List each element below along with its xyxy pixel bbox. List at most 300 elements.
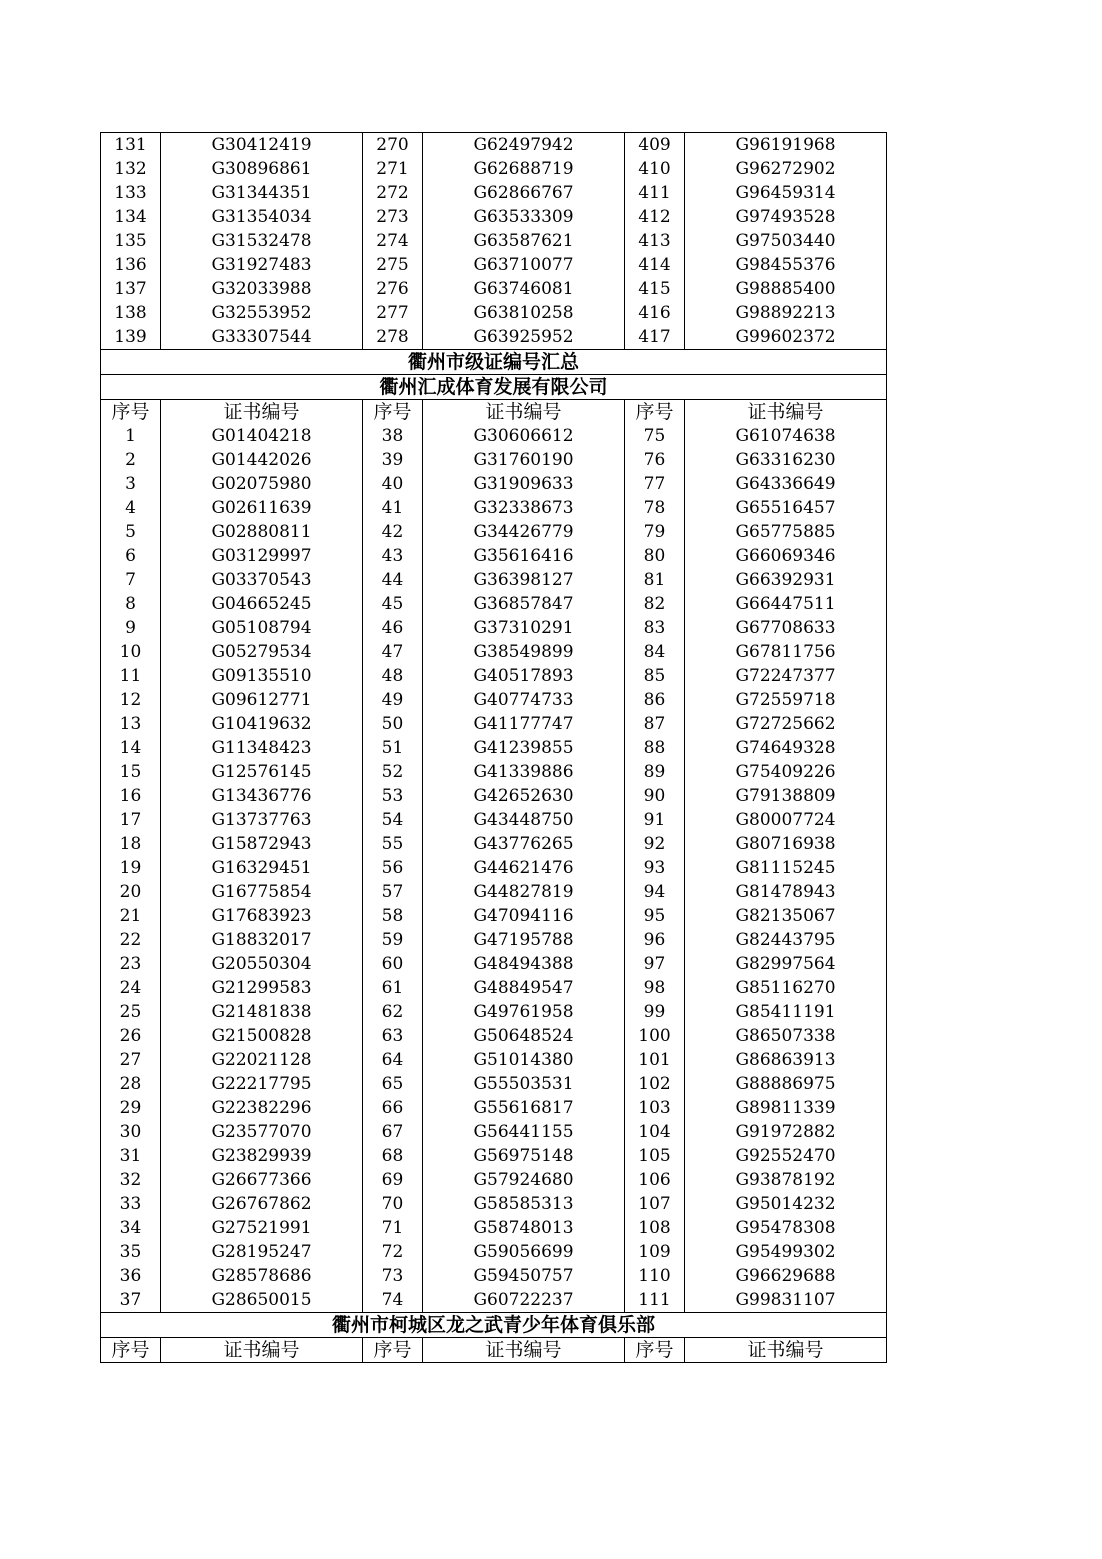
seq-cell: 84 [625, 640, 685, 664]
column-header-row [101, 1338, 887, 1363]
cert-number-cell: G02880811 [161, 520, 363, 544]
cert-number-cell: G85411191 [685, 1000, 887, 1024]
seq-cell: 136 [101, 253, 161, 277]
table-row [101, 424, 887, 448]
seq-cell: 87 [625, 712, 685, 736]
section1-title: 衢州汇成体育发展有限公司 [101, 375, 887, 400]
table-row [101, 736, 887, 760]
seq-cell: 43 [363, 544, 423, 568]
seq-cell: 19 [101, 856, 161, 880]
seq-cell: 27 [101, 1048, 161, 1072]
cert-number-cell: G31909633 [423, 472, 625, 496]
cert-number-cell: G65775885 [685, 520, 887, 544]
cert-number-cell: G74649328 [685, 736, 887, 760]
table-row [101, 544, 887, 568]
table-row [101, 1216, 887, 1240]
cert-number-cell: G37310291 [423, 616, 625, 640]
cert-number-cell: G72725662 [685, 712, 887, 736]
seq-cell: 44 [363, 568, 423, 592]
cert-number-cell: G10419632 [161, 712, 363, 736]
seq-header: 序号 [625, 400, 685, 425]
cert-number-cell: G42652630 [423, 784, 625, 808]
table-row [101, 448, 887, 472]
cert-number-cell: G01442026 [161, 448, 363, 472]
cert-number-cell: G99602372 [685, 325, 887, 350]
cert-header: 证书编号 [685, 400, 887, 425]
table-row [101, 880, 887, 904]
cert-number-cell: G02075980 [161, 472, 363, 496]
section2-title-row [101, 1313, 887, 1338]
cert-number-cell: G64336649 [685, 472, 887, 496]
seq-cell: 85 [625, 664, 685, 688]
cert-number-cell: G32338673 [423, 496, 625, 520]
cert-number-cell: G35616416 [423, 544, 625, 568]
seq-cell: 94 [625, 880, 685, 904]
seq-cell: 133 [101, 181, 161, 205]
cert-number-cell: G59450757 [423, 1264, 625, 1288]
seq-cell: 110 [625, 1264, 685, 1288]
seq-cell: 12 [101, 688, 161, 712]
seq-cell: 2 [101, 448, 161, 472]
seq-cell: 100 [625, 1024, 685, 1048]
table-row [101, 1048, 887, 1072]
cert-number-cell: G15872943 [161, 832, 363, 856]
cert-number-cell: G28650015 [161, 1288, 363, 1313]
cert-number-cell: G82135067 [685, 904, 887, 928]
table-row [101, 568, 887, 592]
cert-number-cell: G60722237 [423, 1288, 625, 1313]
cert-number-cell: G16329451 [161, 856, 363, 880]
seq-cell: 60 [363, 952, 423, 976]
seq-cell: 76 [625, 448, 685, 472]
cert-number-cell: G09612771 [161, 688, 363, 712]
seq-cell: 7 [101, 568, 161, 592]
cert-number-cell: G66392931 [685, 568, 887, 592]
seq-cell: 46 [363, 616, 423, 640]
cert-number-cell: G88886975 [685, 1072, 887, 1096]
seq-cell: 275 [363, 253, 423, 277]
cert-header: 证书编号 [161, 1338, 363, 1363]
seq-cell: 57 [363, 880, 423, 904]
cert-number-cell: G32033988 [161, 277, 363, 301]
cert-number-cell: G58585313 [423, 1192, 625, 1216]
cert-number-cell: G31344351 [161, 181, 363, 205]
cert-number-cell: G59056699 [423, 1240, 625, 1264]
seq-cell: 61 [363, 976, 423, 1000]
cert-number-cell: G01404218 [161, 424, 363, 448]
seq-cell: 101 [625, 1048, 685, 1072]
cert-number-cell: G55616817 [423, 1096, 625, 1120]
seq-cell: 92 [625, 832, 685, 856]
seq-cell: 29 [101, 1096, 161, 1120]
seq-cell: 4 [101, 496, 161, 520]
seq-cell: 13 [101, 712, 161, 736]
summary-title: 衢州市级证编号汇总 [101, 350, 887, 375]
cert-number-cell: G23829939 [161, 1144, 363, 1168]
cert-header: 证书编号 [685, 1338, 887, 1363]
cert-header: 证书编号 [423, 1338, 625, 1363]
table-row [101, 1264, 887, 1288]
seq-cell: 51 [363, 736, 423, 760]
table-row [101, 664, 887, 688]
cert-number-cell: G31532478 [161, 229, 363, 253]
table-row [101, 976, 887, 1000]
section2-title: 衢州市柯城区龙之武青少年体育俱乐部 [101, 1313, 887, 1338]
cert-number-cell: G63316230 [685, 448, 887, 472]
cert-number-cell: G79138809 [685, 784, 887, 808]
seq-cell: 56 [363, 856, 423, 880]
table-row [101, 784, 887, 808]
seq-cell: 62 [363, 1000, 423, 1024]
cert-number-cell: G98892213 [685, 301, 887, 325]
cert-number-cell: G21500828 [161, 1024, 363, 1048]
cert-number-cell: G17683923 [161, 904, 363, 928]
cert-number-cell: G41339886 [423, 760, 625, 784]
seq-cell: 93 [625, 856, 685, 880]
seq-cell: 410 [625, 157, 685, 181]
seq-cell: 108 [625, 1216, 685, 1240]
table-row [101, 1120, 887, 1144]
cert-number-cell: G82997564 [685, 952, 887, 976]
table-row [101, 301, 887, 325]
cert-number-cell: G63710077 [423, 253, 625, 277]
cert-number-cell: G66447511 [685, 592, 887, 616]
table-row [101, 133, 887, 158]
cert-number-cell: G11348423 [161, 736, 363, 760]
cert-number-cell: G51014380 [423, 1048, 625, 1072]
cert-number-cell: G23577070 [161, 1120, 363, 1144]
table-row [101, 856, 887, 880]
seq-cell: 98 [625, 976, 685, 1000]
seq-cell: 417 [625, 325, 685, 350]
section1-title-row [101, 375, 887, 400]
seq-cell: 21 [101, 904, 161, 928]
cert-number-cell: G47195788 [423, 928, 625, 952]
table-row [101, 904, 887, 928]
seq-cell: 64 [363, 1048, 423, 1072]
cert-number-cell: G32553952 [161, 301, 363, 325]
cert-number-cell: G22382296 [161, 1096, 363, 1120]
seq-cell: 1 [101, 424, 161, 448]
seq-cell: 90 [625, 784, 685, 808]
table-row [101, 496, 887, 520]
cert-header: 证书编号 [161, 400, 363, 425]
cert-number-cell: G63533309 [423, 205, 625, 229]
seq-cell: 95 [625, 904, 685, 928]
seq-cell: 104 [625, 1120, 685, 1144]
seq-cell: 137 [101, 277, 161, 301]
cert-number-cell: G92552470 [685, 1144, 887, 1168]
cert-number-cell: G03129997 [161, 544, 363, 568]
cert-number-cell: G95499302 [685, 1240, 887, 1264]
seq-cell: 135 [101, 229, 161, 253]
seq-cell: 270 [363, 133, 423, 158]
seq-cell: 66 [363, 1096, 423, 1120]
seq-cell: 412 [625, 205, 685, 229]
seq-cell: 24 [101, 976, 161, 1000]
seq-cell: 103 [625, 1096, 685, 1120]
table-row [101, 1168, 887, 1192]
table-row [101, 1072, 887, 1096]
cert-number-cell: G72559718 [685, 688, 887, 712]
table-row [101, 1192, 887, 1216]
seq-cell: 49 [363, 688, 423, 712]
table-row [101, 616, 887, 640]
cert-number-cell: G82443795 [685, 928, 887, 952]
seq-cell: 16 [101, 784, 161, 808]
cert-number-cell: G86863913 [685, 1048, 887, 1072]
seq-cell: 39 [363, 448, 423, 472]
seq-cell: 45 [363, 592, 423, 616]
cert-number-cell: G05279534 [161, 640, 363, 664]
seq-cell: 73 [363, 1264, 423, 1288]
seq-cell: 107 [625, 1192, 685, 1216]
seq-cell: 58 [363, 904, 423, 928]
seq-cell: 81 [625, 568, 685, 592]
cert-number-cell: G72247377 [685, 664, 887, 688]
cert-number-cell: G05108794 [161, 616, 363, 640]
seq-cell: 409 [625, 133, 685, 158]
seq-cell: 273 [363, 205, 423, 229]
table-row [101, 640, 887, 664]
seq-cell: 70 [363, 1192, 423, 1216]
cert-number-cell: G22217795 [161, 1072, 363, 1096]
seq-cell: 22 [101, 928, 161, 952]
cert-number-cell: G26767862 [161, 1192, 363, 1216]
seq-cell: 50 [363, 712, 423, 736]
cert-number-cell: G96191968 [685, 133, 887, 158]
cert-number-cell: G02611639 [161, 496, 363, 520]
cert-number-cell: G48849547 [423, 976, 625, 1000]
seq-cell: 105 [625, 1144, 685, 1168]
seq-cell: 86 [625, 688, 685, 712]
cert-number-cell: G98885400 [685, 277, 887, 301]
seq-cell: 416 [625, 301, 685, 325]
cert-number-cell: G34426779 [423, 520, 625, 544]
table-row [101, 520, 887, 544]
seq-cell: 102 [625, 1072, 685, 1096]
seq-cell: 111 [625, 1288, 685, 1313]
cert-number-cell: G26677366 [161, 1168, 363, 1192]
seq-cell: 274 [363, 229, 423, 253]
cert-number-cell: G22021128 [161, 1048, 363, 1072]
cert-number-cell: G63587621 [423, 229, 625, 253]
table-row [101, 277, 887, 301]
table-row [101, 229, 887, 253]
table-row [101, 1000, 887, 1024]
seq-cell: 31 [101, 1144, 161, 1168]
table-row [101, 1288, 887, 1313]
cert-number-cell: G96459314 [685, 181, 887, 205]
cert-number-cell: G12576145 [161, 760, 363, 784]
seq-cell: 277 [363, 301, 423, 325]
cert-number-cell: G43448750 [423, 808, 625, 832]
cert-number-cell: G95014232 [685, 1192, 887, 1216]
seq-cell: 75 [625, 424, 685, 448]
table-row [101, 760, 887, 784]
cert-number-cell: G18832017 [161, 928, 363, 952]
cert-number-cell: G91972882 [685, 1120, 887, 1144]
seq-cell: 106 [625, 1168, 685, 1192]
cert-number-cell: G16775854 [161, 880, 363, 904]
certificate-number-sheet [100, 132, 887, 1363]
cert-number-cell: G20550304 [161, 952, 363, 976]
cert-number-cell: G41177747 [423, 712, 625, 736]
seq-cell: 68 [363, 1144, 423, 1168]
seq-cell: 65 [363, 1072, 423, 1096]
cert-number-cell: G31927483 [161, 253, 363, 277]
cert-number-cell: G63925952 [423, 325, 625, 350]
cert-number-cell: G40517893 [423, 664, 625, 688]
table-row [101, 157, 887, 181]
seq-cell: 38 [363, 424, 423, 448]
seq-cell: 9 [101, 616, 161, 640]
seq-cell: 132 [101, 157, 161, 181]
table-row [101, 1096, 887, 1120]
seq-cell: 15 [101, 760, 161, 784]
seq-cell: 25 [101, 1000, 161, 1024]
seq-cell: 6 [101, 544, 161, 568]
seq-cell: 413 [625, 229, 685, 253]
cert-number-cell: G38549899 [423, 640, 625, 664]
seq-cell: 23 [101, 952, 161, 976]
cert-number-cell: G80716938 [685, 832, 887, 856]
seq-header: 序号 [101, 1338, 161, 1363]
table-row [101, 808, 887, 832]
table-row [101, 205, 887, 229]
cert-number-cell: G65516457 [685, 496, 887, 520]
table-row [101, 928, 887, 952]
table-row [101, 1240, 887, 1264]
column-header-row [101, 400, 887, 425]
seq-header: 序号 [363, 400, 423, 425]
cert-number-cell: G33307544 [161, 325, 363, 350]
seq-cell: 82 [625, 592, 685, 616]
cert-number-cell: G30606612 [423, 424, 625, 448]
cert-header: 证书编号 [423, 400, 625, 425]
cert-number-cell: G81478943 [685, 880, 887, 904]
table-row [101, 832, 887, 856]
seq-cell: 42 [363, 520, 423, 544]
table-row [101, 325, 887, 350]
cert-number-cell: G50648524 [423, 1024, 625, 1048]
seq-cell: 89 [625, 760, 685, 784]
seq-cell: 32 [101, 1168, 161, 1192]
cert-number-cell: G97493528 [685, 205, 887, 229]
seq-cell: 63 [363, 1024, 423, 1048]
cert-number-cell: G31760190 [423, 448, 625, 472]
seq-cell: 80 [625, 544, 685, 568]
seq-cell: 411 [625, 181, 685, 205]
cert-number-cell: G95478308 [685, 1216, 887, 1240]
cert-number-cell: G62497942 [423, 133, 625, 158]
cert-number-cell: G89811339 [685, 1096, 887, 1120]
cert-number-cell: G36398127 [423, 568, 625, 592]
cert-number-cell: G28578686 [161, 1264, 363, 1288]
cert-number-cell: G47094116 [423, 904, 625, 928]
seq-cell: 276 [363, 277, 423, 301]
table-row [101, 712, 887, 736]
cert-number-cell: G21481838 [161, 1000, 363, 1024]
seq-header: 序号 [101, 400, 161, 425]
cert-number-cell: G40774733 [423, 688, 625, 712]
seq-cell: 109 [625, 1240, 685, 1264]
cert-number-cell: G62688719 [423, 157, 625, 181]
cert-number-cell: G13737763 [161, 808, 363, 832]
seq-cell: 47 [363, 640, 423, 664]
seq-cell: 78 [625, 496, 685, 520]
seq-cell: 71 [363, 1216, 423, 1240]
seq-cell: 3 [101, 472, 161, 496]
cert-number-cell: G30412419 [161, 133, 363, 158]
seq-cell: 59 [363, 928, 423, 952]
seq-cell: 91 [625, 808, 685, 832]
seq-cell: 11 [101, 664, 161, 688]
seq-cell: 8 [101, 592, 161, 616]
cert-number-cell: G27521991 [161, 1216, 363, 1240]
cert-number-cell: G49761958 [423, 1000, 625, 1024]
seq-cell: 33 [101, 1192, 161, 1216]
seq-cell: 139 [101, 325, 161, 350]
seq-cell: 20 [101, 880, 161, 904]
cert-number-cell: G97503440 [685, 229, 887, 253]
cert-number-cell: G56975148 [423, 1144, 625, 1168]
cert-number-cell: G86507338 [685, 1024, 887, 1048]
cert-number-cell: G56441155 [423, 1120, 625, 1144]
seq-cell: 69 [363, 1168, 423, 1192]
cert-number-cell: G63810258 [423, 301, 625, 325]
cert-number-cell: G81115245 [685, 856, 887, 880]
cert-number-cell: G04665245 [161, 592, 363, 616]
seq-cell: 131 [101, 133, 161, 158]
seq-cell: 83 [625, 616, 685, 640]
seq-cell: 52 [363, 760, 423, 784]
cert-number-cell: G43776265 [423, 832, 625, 856]
seq-cell: 138 [101, 301, 161, 325]
seq-cell: 37 [101, 1288, 161, 1313]
seq-cell: 97 [625, 952, 685, 976]
seq-cell: 34 [101, 1216, 161, 1240]
cert-number-cell: G28195247 [161, 1240, 363, 1264]
seq-cell: 36 [101, 1264, 161, 1288]
seq-cell: 96 [625, 928, 685, 952]
seq-cell: 88 [625, 736, 685, 760]
cert-number-cell: G41239855 [423, 736, 625, 760]
seq-cell: 278 [363, 325, 423, 350]
seq-cell: 5 [101, 520, 161, 544]
cert-number-cell: G80007724 [685, 808, 887, 832]
cert-number-cell: G55503531 [423, 1072, 625, 1096]
cert-number-cell: G13436776 [161, 784, 363, 808]
seq-cell: 28 [101, 1072, 161, 1096]
seq-cell: 55 [363, 832, 423, 856]
seq-cell: 53 [363, 784, 423, 808]
seq-cell: 271 [363, 157, 423, 181]
cert-number-cell: G63746081 [423, 277, 625, 301]
seq-cell: 41 [363, 496, 423, 520]
seq-cell: 14 [101, 736, 161, 760]
table-row [101, 688, 887, 712]
seq-cell: 17 [101, 808, 161, 832]
seq-cell: 414 [625, 253, 685, 277]
cert-number-cell: G67811756 [685, 640, 887, 664]
seq-cell: 54 [363, 808, 423, 832]
table-row [101, 1144, 887, 1168]
seq-cell: 272 [363, 181, 423, 205]
cert-number-cell: G58748013 [423, 1216, 625, 1240]
summary-title-row [101, 350, 887, 375]
cert-number-cell: G99831107 [685, 1288, 887, 1313]
